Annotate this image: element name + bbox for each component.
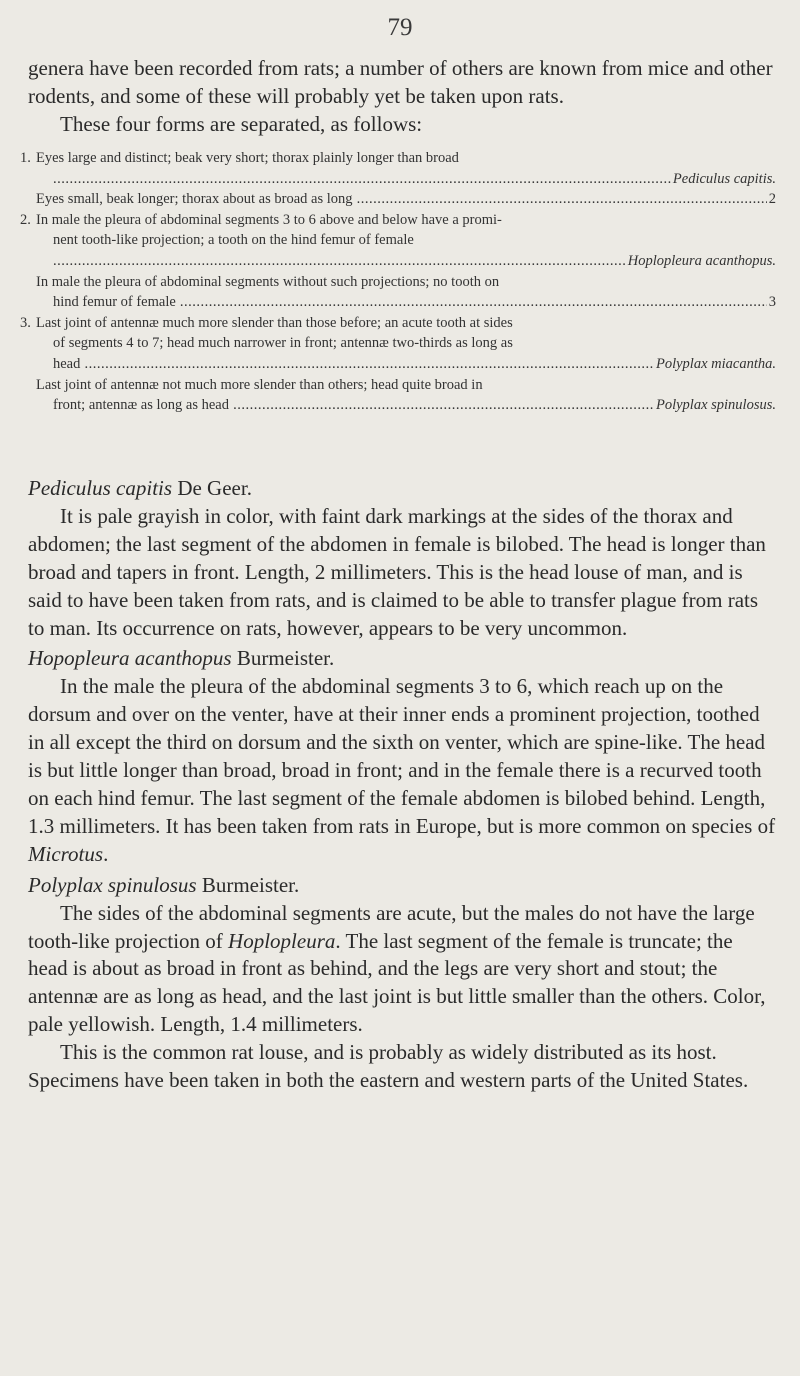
page-number: 79 bbox=[387, 14, 413, 41]
key-couplet-3a-result: head ..... Polyplax miacantha. bbox=[36, 354, 776, 375]
intro-paragraph bbox=[28, 54, 776, 138]
identification-key bbox=[20, 148, 776, 416]
key-couplet-2b-result: hind femur of female ..... 3 bbox=[36, 292, 776, 313]
species-description: In the male the pleura of the abdominal segments 3 to 6, which reach up on the dorsum and over on the venter, have at their inner ends a prominent projection, toothed in all except the third on dorsum and the sixth on venter, which are spine-like. The head is but little longer than broad, broad in front; and in the female there is a recurved tooth on each hind femur. The last segment of the female abdomen is bilobed behind. Length, 1.3 millimeters. It has been taken from rats in Europe, but is more common on species of Microtus. bbox=[28, 674, 776, 866]
species-descriptions bbox=[28, 472, 776, 1095]
species-heading: Hopopleura acanthopus Burmeister. bbox=[28, 646, 335, 671]
key-couplet-2a-result: ..... Hoplopleura acanthopus. bbox=[36, 251, 776, 272]
key-couplet-2a-cont: nent tooth-like projection; a tooth on the hind femur of female bbox=[53, 232, 414, 249]
species-heading: Pediculus capitis De Geer. bbox=[28, 476, 252, 500]
key-couplet-1b: Eyes small, beak longer; thorax about as broad as long ..... 2 bbox=[36, 189, 776, 210]
key-couplet-3a-cont: of segments 4 to 7; head much narrower in front; antennæ two-thirds as long as bbox=[53, 335, 513, 352]
species-description-2: This is the common rat louse, and is probably as widely distributed as its host. Specimens have been taken in both the eastern and western parts of the United States. bbox=[28, 1040, 749, 1093]
key-couplet-1a: 1. Eyes large and distinct; beak very short; thorax plainly longer than broad bbox=[20, 150, 459, 166]
key-couplet-2a: 2. In male the pleura of abdominal segments 3 to 6 above and below have a promi- bbox=[20, 211, 502, 228]
intro-lead-in: These four forms are separated, as follows: bbox=[60, 112, 423, 136]
species-description: It is pale grayish in color, with faint dark markings at the sides of the thorax and abdomen; the last segment of the abdomen in female is bilobed. The head is longer than broad and tapers in front. Length, 2 millimeters. This is the head louse of man, and is said to have been taken from rats, and is claimed to be able to transfer plague from rats to man. Its occurrence on rats, however, appears to be very uncommon. bbox=[28, 503, 766, 640]
key-couplet-2b: In male the pleura of abdominal segments without such projections; no tooth on bbox=[36, 273, 500, 290]
key-couplet-3a: 3. Last joint of antennæ much more slender than those before; an acute tooth at sides bbox=[20, 314, 513, 331]
key-couplet-3b: Last joint of antennæ not much more slender than others; head quite broad in bbox=[36, 376, 483, 393]
key-couplet-3b-result: front; antennæ as long as head ..... Polyplax spinulosus. bbox=[36, 395, 776, 416]
species-heading: Polyplax spinulosus Burmeister. bbox=[28, 872, 300, 897]
intro-text: genera have been recorded from rats; a number of others are known from mice and other rodents, and some of these will probably yet be taken upon rats. bbox=[28, 56, 773, 108]
species-description: The sides of the abdominal segments are acute, but the males do not have the large tooth-like projection of Hoplopleura. The last segment of the female is truncate; the head is about as broad in front as behind, and the legs are very short and stout; the antennæ are as long as head, and the last joint is but little smaller than the others. Color, pale yellowish. Length, 1.4 millimeters. bbox=[28, 900, 766, 1037]
key-couplet-1a-result: ..... Pediculus capitis. bbox=[36, 169, 776, 190]
